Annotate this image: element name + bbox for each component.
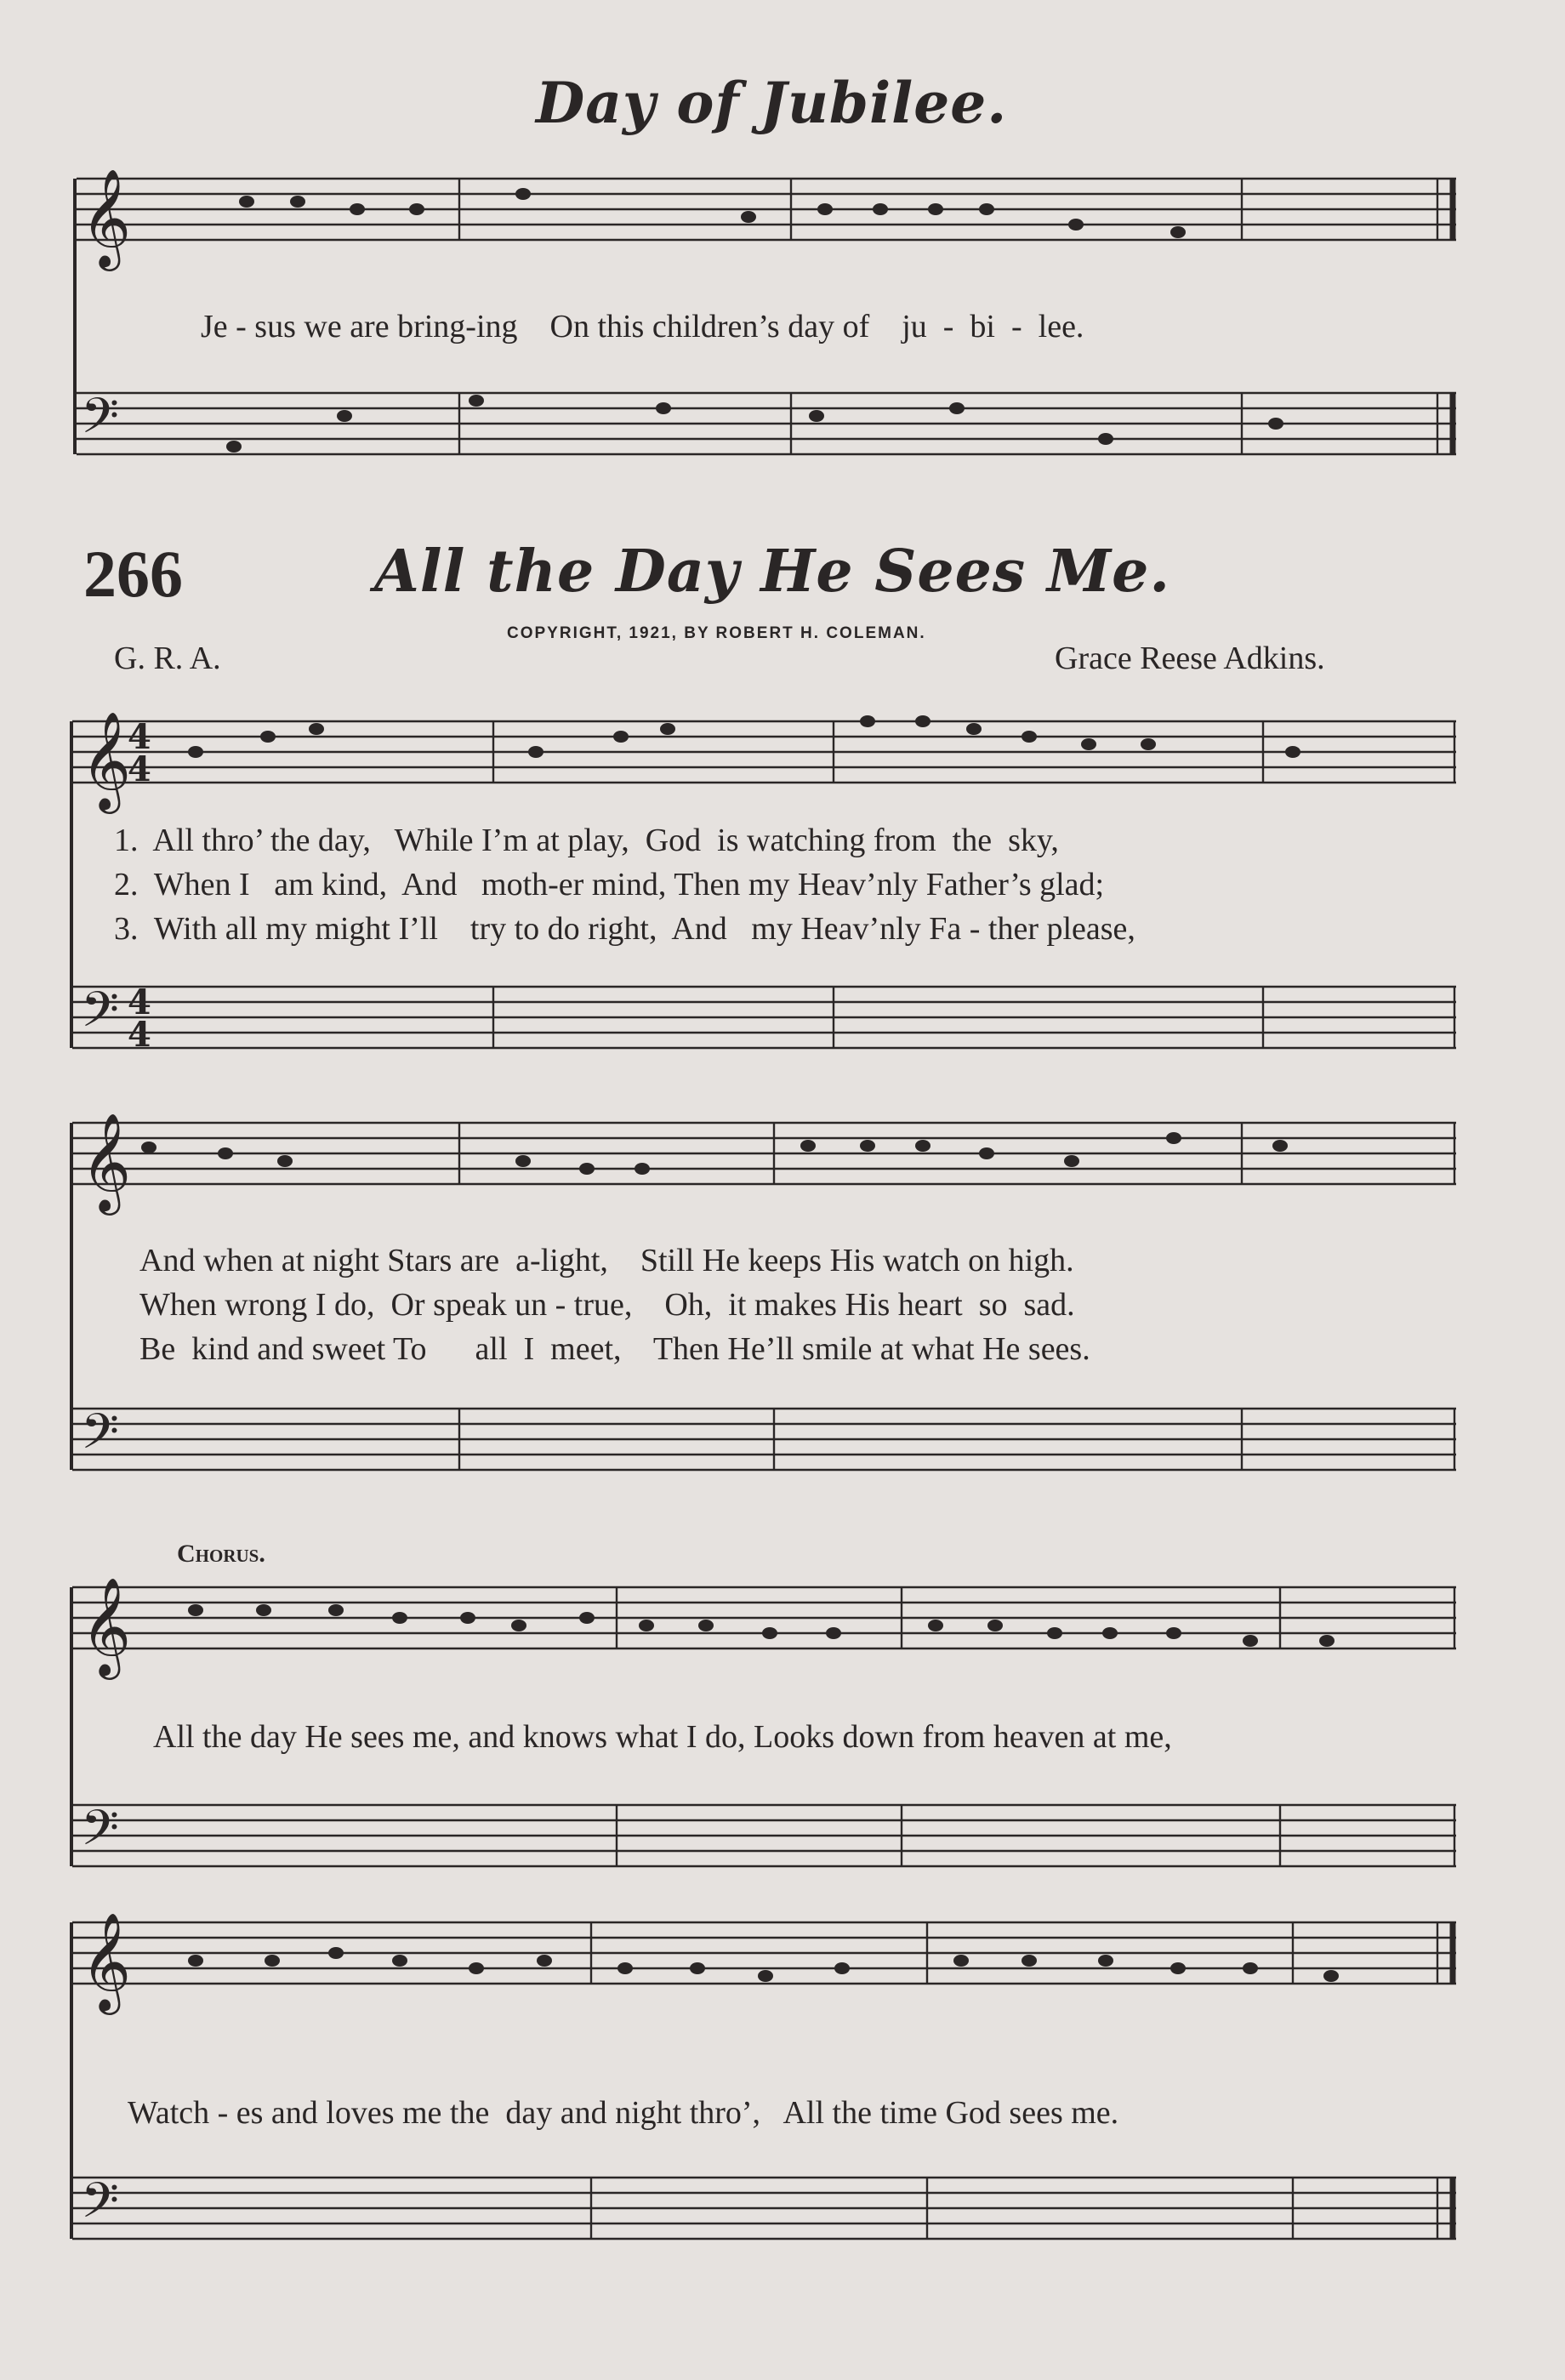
- svg-text:𝄞: 𝄞: [81, 1911, 132, 2011]
- svg-text:𝄢: 𝄢: [81, 1403, 120, 1472]
- top-hymn-lyrics: Je - sus we are bring-ing On this children’s day of ju - bi - lee.: [201, 309, 1084, 344]
- verse-2-line-2: When wrong I do, Or speak un - true, Oh, it makes His heart so sad.: [139, 1287, 1075, 1323]
- author: Grace Reese Adkins.: [1055, 641, 1325, 676]
- svg-text:𝄞: 𝄞: [81, 168, 132, 267]
- svg-text:4: 4: [128, 1015, 151, 1055]
- staff-top-bass: [77, 393, 1456, 454]
- staff-3-treble: [72, 1123, 1456, 1184]
- copyright-notice: COPYRIGHT, 1921, BY ROBERT H. COLEMAN.: [507, 624, 926, 642]
- verse-1-line-1: 1. All thro’ the day, While I’m at play, God is watching from the sky,: [114, 823, 1059, 858]
- staff-2-bass: [72, 987, 1456, 1048]
- verse-2-line-1: 2. When I am kind, And moth-er mind, Then my Heav’nly Father’s glad;: [114, 867, 1105, 902]
- svg-text:𝄢: 𝄢: [81, 2172, 120, 2241]
- svg-text:𝄢: 𝄢: [81, 1799, 120, 1869]
- svg-text:4: 4: [128, 982, 151, 1022]
- svg-text:𝄢: 𝄢: [81, 387, 120, 457]
- svg-text:𝄢: 𝄢: [81, 981, 120, 1051]
- staff-2-treble: [72, 721, 1456, 783]
- noteheads: [141, 188, 1339, 1982]
- svg-text:𝄞: 𝄞: [81, 1112, 132, 1211]
- verse-1-line-2: And when at night Stars are a-light, Still He keeps His watch on high.: [139, 1243, 1074, 1278]
- staff-5-bass: [72, 2178, 1456, 2239]
- svg-text:𝄞: 𝄞: [81, 710, 132, 810]
- svg-text:𝄞: 𝄞: [81, 1576, 132, 1676]
- verse-3-line-1: 3. With all my might I’ll try to do right, And my Heav’nly Fa - ther please,: [114, 911, 1135, 947]
- svg-text:4: 4: [128, 749, 151, 789]
- clefs: [81, 168, 151, 2241]
- hymn-number: 266: [83, 537, 183, 611]
- chorus-line-1: All the day He sees me, and knows what I do, Looks down from heaven at me,: [153, 1719, 1172, 1755]
- chorus-line-2: Watch - es and loves me the day and night thro’, All the time God sees me.: [128, 2095, 1119, 2131]
- verse-3-line-2: Be kind and sweet To all I meet, Then He’ll smile at what He sees.: [139, 1331, 1090, 1367]
- staff-4-bass: [72, 1805, 1456, 1866]
- top-hymn-title: Day of Jubilee.: [536, 70, 1008, 136]
- chorus-label: Chorus.: [177, 1540, 265, 1568]
- staff-3-bass: [72, 1409, 1456, 1470]
- hymn-title: All the Day He Sees Me.: [374, 538, 1171, 606]
- staff-top-treble: [77, 179, 1456, 240]
- composer-initials: G. R. A.: [114, 641, 221, 676]
- svg-text:4: 4: [128, 717, 151, 757]
